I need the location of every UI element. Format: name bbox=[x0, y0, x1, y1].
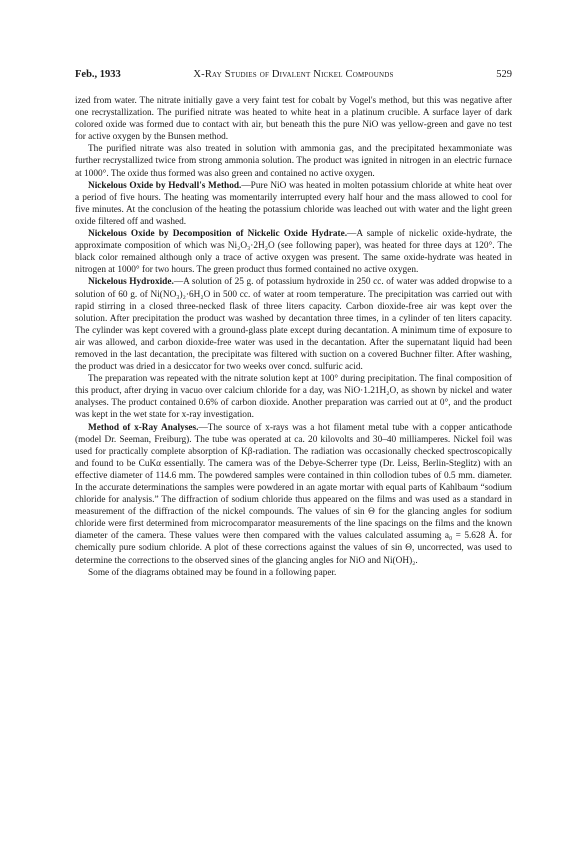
paragraph-3 bbox=[75, 180, 512, 228]
paragraph-1 bbox=[75, 95, 512, 143]
section-heading: Nickelous Hydroxide. bbox=[88, 277, 174, 288]
running-header bbox=[75, 69, 512, 81]
running-title: X-Ray Studies of Divalent Nickel Compounds bbox=[193, 69, 394, 80]
paragraph-4 bbox=[75, 228, 512, 276]
section-heading: Nickelous Oxide by Decomposition of Nickelic Oxide Hydrate. bbox=[88, 229, 348, 240]
paragraph-text: —A solution of 25 g. of potassium hydroxide in 250 cc. of water was added dropwise to a solution of 60 g. of Ni(NO₃)₂·6H₂O in 500 cc. of water at room temperature. The precipitation was carried out with rapid stirring in a closed three-necked flask of three liters capacity. Carbon dioxide-free air was kept over the solution. After precipitation the product was washed by decantation three times, in a cylinder of ten liters capacity. The cylinder was kept covered with a ground-glass plate except during decantation. A minimum time of exposure to air was allowed, and carbon dioxide-free water was used in the decantation. After the supernatant liquid had been removed in the last decantation, the precipitate was filtered with suction on a covered Buchner filter. After washing, the product was dried in a desiccator for two weeks over concd. sulfuric acid. bbox=[75, 277, 513, 373]
paragraph-7 bbox=[75, 422, 512, 567]
paragraph-text: The preparation was repeated with the nitrate solution kept at 100° during precipitation. The final composition of this product, after drying in vacuo over calcium chloride for a day, was NiO·1.21H₂O, as shown by nickel and water analyses. The product contained 0.6% of carbon dioxide. Another preparation was carried out at 0°, and the product was kept in the wet state for x-ray investigation. bbox=[75, 374, 512, 421]
paragraph-text: ized from water. The nitrate initially gave a very faint test for cobalt by Vogel's method, but this was negative after one recrystallization. The purified nitrate was heated to white heat in a platinum crucible. A surface layer of dark colored oxide was formed due to contact with air, but beneath this the pure NiO was yellow-green and gave no test for active oxygen by the Bunsen method. bbox=[75, 96, 512, 143]
section-heading: Nickelous Oxide by Hedvall's Method. bbox=[88, 180, 242, 191]
paragraph-text: The purified nitrate was also treated in solution with ammonia gas, and the precipitated hexammoniate was further recrystallized twice from strong ammonia solution. The product was ignited in nitrogen in an electric furnace at 1000°. The oxide thus formed was also green and contained no active oxygen. bbox=[75, 144, 512, 179]
paragraph-2 bbox=[75, 143, 512, 179]
article-body bbox=[75, 95, 512, 579]
paragraph-5 bbox=[75, 276, 512, 373]
paragraph-text: —The source of x-rays was a hot filament metal tube with a copper anticathode (model Dr. Seeman, Freiburg). The tube was operated at ca. 20 kilovolts and 30–40 milliamperes. Nickel foil was used for practically complete absorption of Kβ-radiation. The radiation was occasionally checked spectroscopically and found to be CuKα essentially. The camera was of the Debye-Scherrer type (Dr. Leiss, Berlin-Steglitz) with an effective diameter of 114.6 mm. The powdered samples were contained in thin collodion tubes of 0.5 mm. diameter. In the accurate determinations the samples were powdered in an agate mortar with equal parts of Kahlbaum “sodium chloride for analysis.” The diffraction of sodium chloride thus appeared on the films and was used as a standard in measurement of the diffraction of the nickel compounds. The values of sin Θ for the glancing angles for sodium chloride were first determined from microcomparator measurements of the line spacings on the films and the known diameter of the camera. These values were then compared with the values calculated assuming a₀ = 5.628 Å. for chemically pure sodium chloride. A plot of these corrections against the values of sin Θ, uncorrected, was used to determine the corrections to the observed sines of the glancing angles for NiO and Ni(OH)₂. bbox=[75, 422, 512, 566]
paragraph-8 bbox=[75, 567, 512, 579]
paragraph-text: —Pure NiO was heated in molten potassium chloride at white heat over a period of five hours. The heating was momentarily interrupted every half hour and the mass allowed to cool for five minutes. At the conclusion of the heating the potassium chloride was leached out with water and the light green oxide filtered off and washed. bbox=[75, 180, 513, 227]
paragraph-6 bbox=[75, 373, 512, 421]
paragraph-text: —A sample of nickelic oxide-hydrate, the approximate composition of which was Ni₂O₃·2H₂O (see following paper), was heated for three days at 120°. The black color remained although only a trace of active oxygen was present. The same oxide-hydrate was heated in nitrogen at 1000° for two hours. The green product thus formed contained no active oxygen. bbox=[75, 229, 512, 276]
journal-date: Feb., 1933 bbox=[75, 69, 121, 80]
section-heading: Method of x-Ray Analyses. bbox=[88, 422, 199, 433]
paragraph-text: Some of the diagrams obtained may be found in a following paper. bbox=[88, 567, 337, 578]
page-number: 529 bbox=[496, 69, 512, 80]
